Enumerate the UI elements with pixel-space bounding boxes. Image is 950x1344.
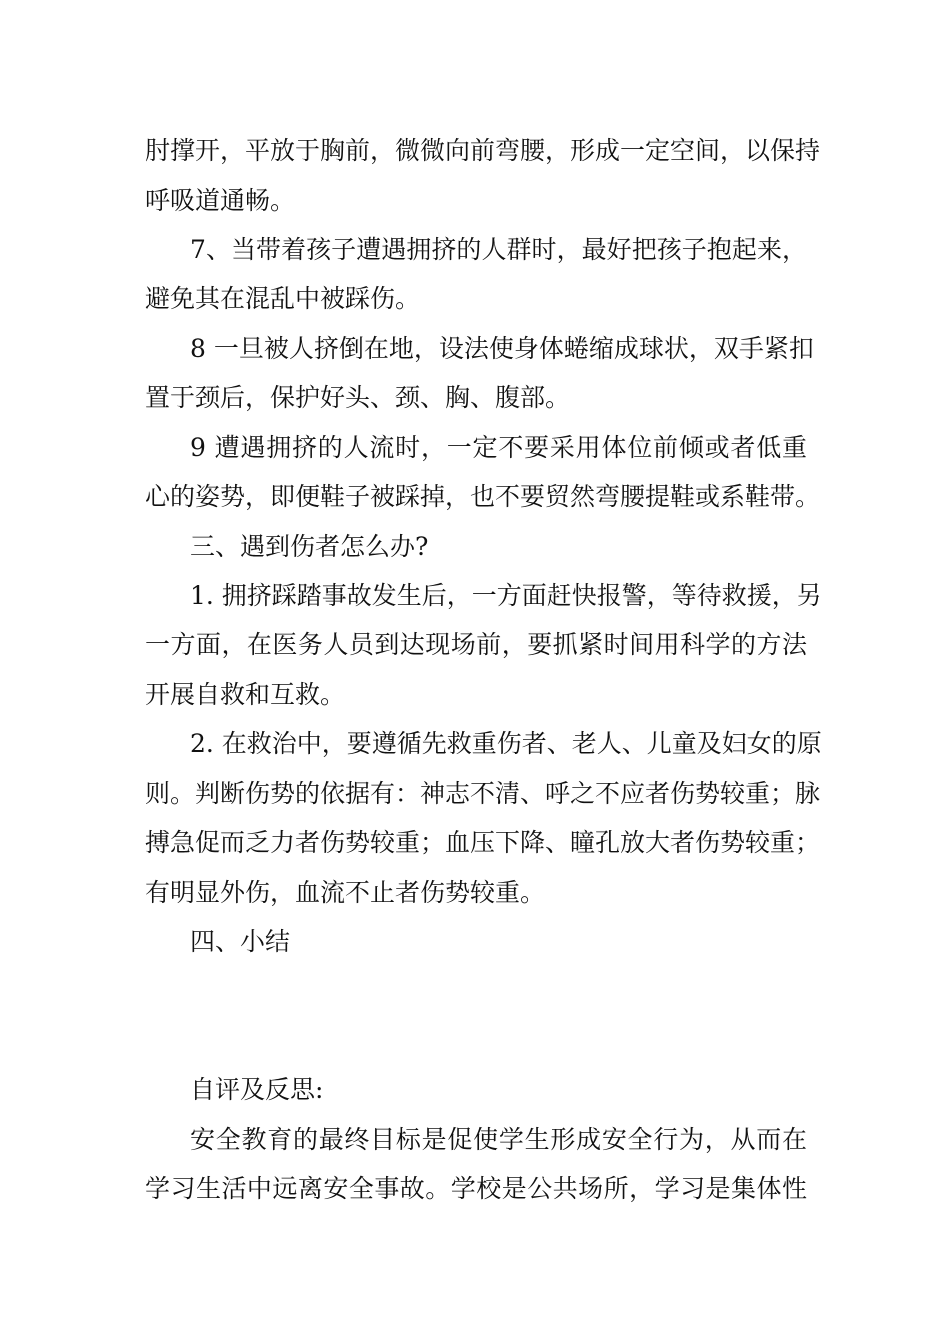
text-line: 9 遭遇拥挤的人流时，一定不要采用体位前倾或者低重 [190,433,807,462]
text-line: 呼吸道通畅。 [145,186,296,215]
text-line: 2. 在救治中，要遵循先救重伤者、老人、儿童及妇女的原 [190,729,822,758]
text-line: 肘撑开，平放于胸前，微微向前弯腰，形成一定空间，以保持 [145,136,821,165]
text-line: 8 一旦被人挤倒在地，设法使身体蜷缩成球状，双手紧扣 [190,334,814,363]
text-line: 一方面，在医务人员到达现场前，要抓紧时间用科学的方法 [145,630,807,659]
text-line: 则。判断伤势的依据有：神志不清、呼之不应者伤势较重；脉 [145,779,821,808]
text-line: 开展自救和互救。 [145,680,346,709]
text-line: 有明显外伤，血流不止者伤势较重。 [145,878,546,907]
section-heading: 三、遇到伤者怎么办? [190,532,429,561]
text-line: 7、当带着孩子遭遇拥挤的人群时，最好把孩子抱起来， [190,235,807,264]
text-line: 搏急促而乏力者伤势较重；血压下降、瞳孔放大者伤势较重； [145,828,821,857]
text-line: 1. 拥挤踩踏事故发生后，一方面赶快报警，等待救援，另 [190,581,822,610]
section-heading: 自评及反思: [190,1075,324,1104]
text-line: 置于颈后，保护好头、颈、胸、腹部。 [145,383,571,412]
section-heading: 四、小结 [190,927,291,956]
text-line: 安全教育的最终目标是促使学生形成安全行为，从而在 [190,1125,807,1154]
text-line: 心的姿势，即便鞋子被踩掉，也不要贸然弯腰提鞋或系鞋带。 [145,482,821,511]
text-line: 避免其在混乱中被踩伤。 [145,284,421,313]
text-line: 学习生活中远离安全事故。学校是公共场所，学习是集体性 [145,1174,807,1203]
